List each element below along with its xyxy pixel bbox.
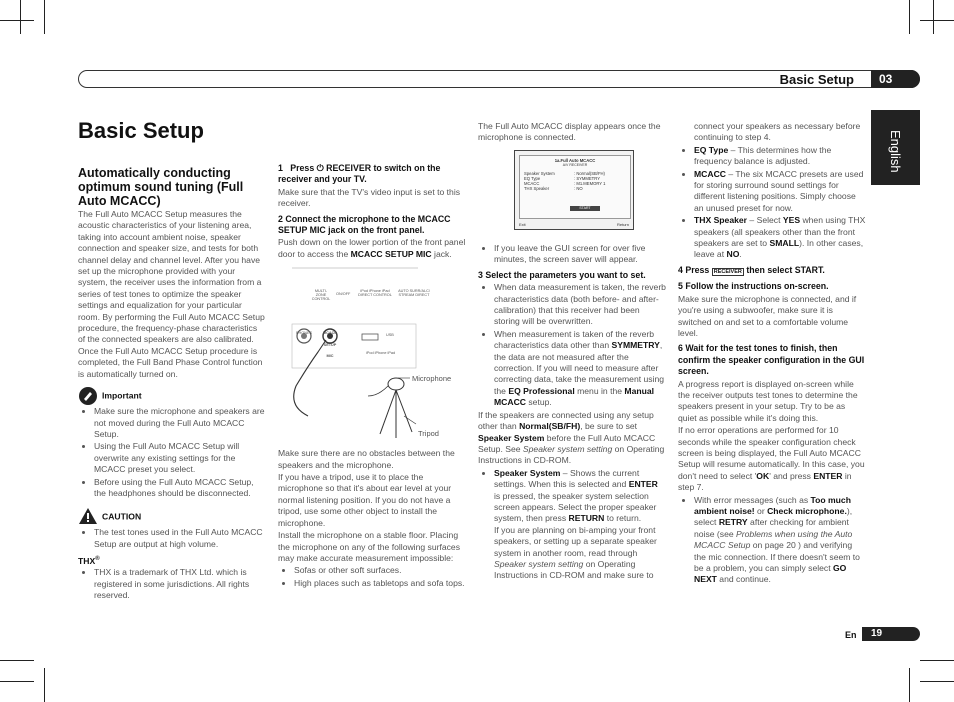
step-3: 3 Select the parameters you want to set. [478,269,646,280]
footer-lang: En [845,630,857,640]
return-label: Return [616,222,629,227]
page-number: 19 [862,627,920,641]
microphone-figure: MULTI-ZONE CONTROL ON/OFF iPod iPhone iPad DIRECT CONTROL AUTO SURR/ALC/ STREAM DIRECT PHONES MCACC SETUP MIC USB iPod iPhone iPad Microphone Tripod [278,266,466,446]
power-icon: ⏻ [316,163,324,173]
important-block: Important • Make sure the microphone and speakers are not moved during the Full Auto MCACC Setup. • Using the Full Auto MCACC Setup will overwrite any existing settings for the MCACC preset you select. • Before using the Full Auto MCACC Setup, the headphones should be disconnected. [78,386,266,499]
intro-paragraph: The Full Auto MCACC Setup measures the acoustic characteristics of your listening area, taking into account ambient noise, speaker connection and speaker size, and tests for both channel delay and channel level. After you have set up the microphone provided with your system, the receiver uses the information from a series of test tones to optimize the speaker settings and equalization for your particular room. By performing the Full Auto MCACC Setup procedure, the frequency-phase characteristics of the connected speakers are also calibrated. Once the Full Auto MCACC Setup procedure is completed, the Full Band Phase Control function is automatically turned on. [78,209,265,379]
list-item: • THX is a trademark of THX Ltd. which is registered in some jurisdictions. All rights reserved. [94,567,266,601]
column-2: 1 Press ⏻ RECEIVER to switch on the receiver and your TV. Make sure that the TV's video input is set to this receiver. 2 Connect the microphone to the MCACC SETUP MIC jack on the front panel. Push down on the lower portion of the front panel door to access the MCACC SETUP MIC jack. MULTI-ZONE CONTROL ON/OFF iPod iPhone iPad DIRECT CONTROL AUTO SURR/ALC/ STREAM DIRECT PHONES MCACC SETUP MIC USB iPod iPhone iPad Microphone Tripod Make sure there are no obstacles between the speakers and the microphone. If you have a tripod, use it to place the microphone so that it's about ear level at your normal listening position. If you do not have a tripod, use some other object to install the microphone. Install the microphone on a stable floor. Placing the microphone on any of the following surfaces may make accurate measurement impossible: • Sofas or other soft surfaces. • High places such as tabletops and sofa tops. [278,163,466,590]
surface-list [278,565,466,589]
list-item: • The test tones used in the Full Auto MCACC Setup are output at high volume. [94,527,266,550]
column-3: The Full Auto MCACC display appears once the microphone is connected. [478,121,661,143]
start-button[interactable]: START [570,206,600,211]
chapter-number: 03 [871,70,920,88]
step-4: 4 Press RECEIVER then select START. [678,264,825,275]
step-2: 2 Connect the microphone to the MCACC SETUP MIC jack on the front panel. [278,213,451,236]
list-item: • Before using the Full Auto MCACC Setup, the headphones should be disconnected. [94,477,266,500]
section-title: Automatically conducting optimum sound tuning (Full Auto MCACC) [78,166,244,208]
list-item: • Sofas or other soft surfaces. [294,565,466,576]
thx-block: THX® • THX is a trademark of THX Ltd. which is registered in some jurisdictions. All rights reserved. [78,554,266,601]
osd-screen: 1a.Full Auto MCACC A/V RECEIVER Speaker System : Normal(SB/FH) EQ Type : SYMMETRY MCACC : M1.MEMORY 1 THX Speaker : NO START Exit Return [514,150,634,230]
step-6: 6 Wait for the test tones to finish, then confirm the speaker configuration in the GUI screen. [678,343,865,377]
step-1: 1 Press ⏻ RECEIVER to switch on the receiver and your TV. [278,163,441,185]
list-item: • Using the Full Auto MCACC Setup will overwrite any existing settings for the MCACC preset you select. [94,441,266,475]
step-5: 5 Follow the instructions on-screen. [678,281,829,292]
language-tab: English [871,110,920,185]
list-item: • High places such as tabletops and sofa tops. [294,578,466,589]
column-1 [78,166,266,603]
receiver-key-icon: RECEIVER [713,268,742,275]
warning-icon [78,507,98,527]
list-item: • Make sure the microphone and speakers are not moved during the Full Auto MCACC Setup. [94,406,266,440]
important-icon [78,386,98,406]
column-3-body: • If you leave the GUI screen for over five minutes, the screen saver will appear. 3 Select the parameters you want to set. • When data measurement is taken, the reverb characteristics data (both before- and after-calibration) that this receiver had been storing will be overwritten. • When measurement is taken of the reverb characteristics data other than SYMMETRY, the data are not measured after the correction. If you will need to measure after correcting data, take the measurement using the EQ Professional menu in the Manual MCACC setup. If the speakers are connected using any setup other than Normal(SB/FH), be sure to set Speaker System before the Full Auto MCACC Setup. See Speaker system setting on Operating Instructions in CD-ROM. • Speaker System – Shows the current settings. When this is selected and ENTER is pressed, the speaker system selection screen appears. Select the proper speaker system, then press RETURN to return. If you are planning on bi-amping your front speakers, or setting up a separate speaker system in another room, read through Speaker system setting on Operating Instructions in CD-ROM and make sure to [478,243,666,583]
caution-list [78,527,266,550]
important-list [78,406,266,499]
caution-block: CAUTION • The test tones used in the Full Auto MCACC Setup are output at high volume. [78,507,266,550]
tripod-label: Tripod [418,429,439,439]
exit-label: Exit [519,222,526,227]
microphone-label: Microphone [412,374,452,384]
column-4: connect your speakers as necessary before continuing to step 4. • EQ Type – This determines how the frequency balance is adjusted. • MCACC – The six MCACC presets are used for storing surround sound settings for different listening positions. Simply choose an unused preset for now. • THX Speaker – Select YES when using THX speakers (all speakers other than the front speakers are set to SMALL). In other cases, leave at NO. 4 Press RECEIVER then select START. 5 Follow the instructions on-screen. Make sure the microphone is connected, and if you're using a subwoofer, make sure it is switched on and set to a comfortable volume level. 6 Wait for the test tones to finish, then confirm the speaker configuration in the GUI screen. A progress report is displayed on-screen while the receiver outputs test tones to determine the speakers present in your setup. Try to be as quiet as possible while it's doing this. If no error operations are performed for 10 seconds while the speaker configuration check screen is being displayed, the Full Auto MCACC Setup will resume automatically. In this case, you don't need to select 'OK' and press ENTER in step 7. • With error messages (such as Too much ambient noise! or Check microphone.), select RETRY after checking for ambient noise (see Problems when using the Auto MCACC Setup on page 20 ) and verifying the mic connection. If there doesn't seem to be a problem, you can simply select GO NEXT and continue. [678,121,866,587]
thx-list [78,567,266,601]
page-title: Basic Setup [78,118,204,143]
section-label: Basic Setup [779,72,854,87]
